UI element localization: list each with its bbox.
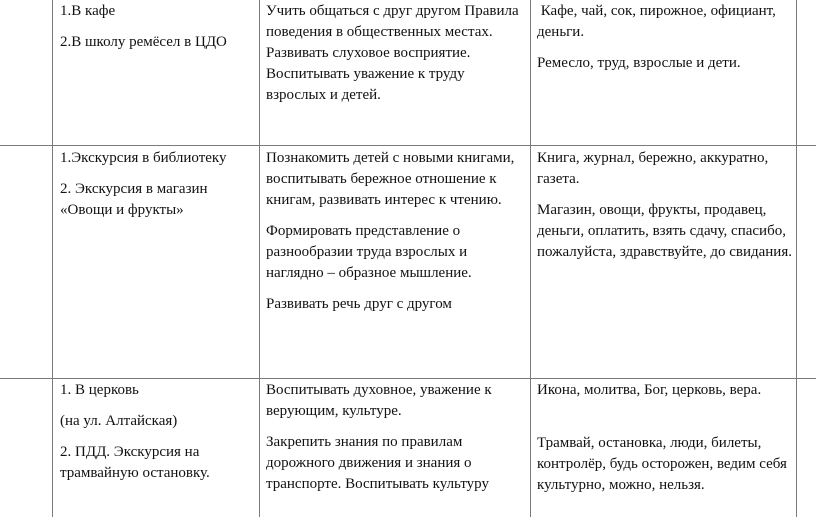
- place-item: 2.В школу ремёсел в ЦДО: [60, 34, 227, 50]
- table-row-1-places: [60, 1, 255, 63]
- table-row-3-places: [60, 380, 255, 494]
- place-item: 2. ПДД. Экскурсия на трамвайную остановку.: [60, 444, 210, 481]
- table-border-left: [52, 0, 53, 517]
- goal-text: Воспитывать духовное, уважение к верующим, культуре.: [266, 382, 492, 419]
- vocabulary-text: Трамвай, остановка, люди, билеты, контролёр, будь осторожен, ведим себя культурно, можно, нельзя.: [537, 435, 787, 493]
- vocabulary-text: Икона, молитва, Бог, церковь, вера.: [537, 382, 762, 398]
- goal-text: Познакомить детей с новыми книгами, воспитывать бережное отношение к книгам, развивать интерес к чтению.: [266, 150, 515, 208]
- table-row-1-goals: [266, 1, 526, 116]
- row-divider-2: [0, 378, 816, 379]
- table-row-2-vocabulary: [537, 148, 792, 273]
- table-row-1-vocabulary: [537, 1, 792, 84]
- vocabulary-text: Книга, журнал, бережно, аккуратно, газета.: [537, 150, 769, 187]
- place-item: 1.Экскурсия в библиотеку: [60, 150, 227, 166]
- table-row-3-goals: [266, 380, 516, 505]
- column-divider-1: [259, 0, 260, 517]
- vocabulary-text: Ремесло, труд, взрослые и дети.: [537, 55, 741, 71]
- row-divider-1: [0, 145, 816, 146]
- goal-text: Формировать представление о разнообразии труда взрослых и наглядно – образное мышление.: [266, 223, 472, 281]
- vocabulary-text: Магазин, овощи, фрукты, продавец, деньги, оплатить, взять сдачу, спасибо, пожалуйста, здравствуйте, до свидания.: [537, 202, 792, 260]
- column-divider-2: [530, 0, 531, 517]
- table-row-3-vocabulary: [537, 380, 792, 506]
- goal-text: Учить общаться с друг другом Правила поведения в общественных местах. Развивать слуховое восприятие. Воспитывать уважение к труду взрослых и детей.: [266, 3, 519, 103]
- place-item: (на ул. Алтайская): [60, 413, 178, 429]
- table-row-2-goals: [266, 148, 516, 325]
- place-item: 1.В кафе: [60, 3, 116, 19]
- vocabulary-text: Кафе, чай, сок, пирожное, официант, деньги.: [537, 3, 780, 40]
- place-item: 2. Экскурсия в магазин «Овощи и фрукты»: [60, 181, 208, 218]
- goal-text: Закрепить знания по правилам дорожного движения и знания о транспорте. Воспитывать культуру: [266, 434, 489, 492]
- table-border-right: [796, 0, 797, 517]
- goal-text: Развивать речь друг с другом: [266, 296, 452, 312]
- table-row-2-places: [60, 148, 255, 231]
- place-item: 1. В церковь: [60, 382, 139, 398]
